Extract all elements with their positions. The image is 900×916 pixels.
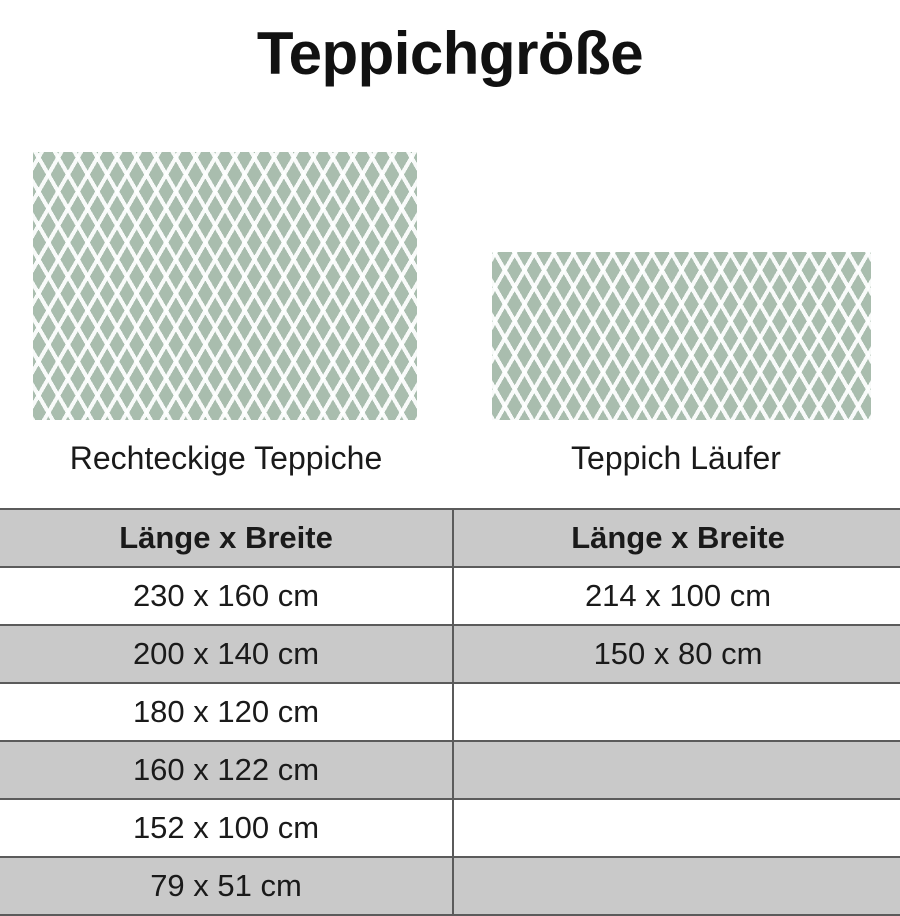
table-cell-rect-size: 152 x 100 cm <box>0 799 453 857</box>
table-cell-rect-size: 200 x 140 cm <box>0 625 453 683</box>
table-cell-rect-size: 79 x 51 cm <box>0 857 453 915</box>
table-cell-runner-size: 214 x 100 cm <box>453 567 900 625</box>
table-header-row <box>0 509 900 567</box>
table-row <box>0 857 900 915</box>
chevron-pattern-icon <box>33 152 417 420</box>
page-title: Teppichgröße <box>256 20 644 87</box>
caption-runner-rugs: Teppich Läufer <box>571 440 781 476</box>
table-header-left: Länge x Breite <box>0 509 453 567</box>
table-row <box>0 799 900 857</box>
table-cell-runner-size <box>453 857 900 915</box>
size-table <box>0 508 900 916</box>
table-row <box>0 567 900 625</box>
table-header-right: Länge x Breite <box>453 509 900 567</box>
table-cell-rect-size: 180 x 120 cm <box>0 683 453 741</box>
table-row <box>0 741 900 799</box>
table-cell-runner-size <box>453 741 900 799</box>
table-cell-runner-size <box>453 683 900 741</box>
chevron-pattern-icon <box>492 252 871 420</box>
table-row <box>0 683 900 741</box>
rug-swatch-rectangular <box>33 152 417 420</box>
table-row <box>0 625 900 683</box>
table-cell-rect-size: 230 x 160 cm <box>0 567 453 625</box>
caption-rectangular-rugs: Rechteckige Teppiche <box>69 440 383 476</box>
table-cell-runner-size: 150 x 80 cm <box>453 625 900 683</box>
table-cell-rect-size: 160 x 122 cm <box>0 741 453 799</box>
rug-swatch-runner <box>492 252 871 420</box>
table-cell-runner-size <box>453 799 900 857</box>
